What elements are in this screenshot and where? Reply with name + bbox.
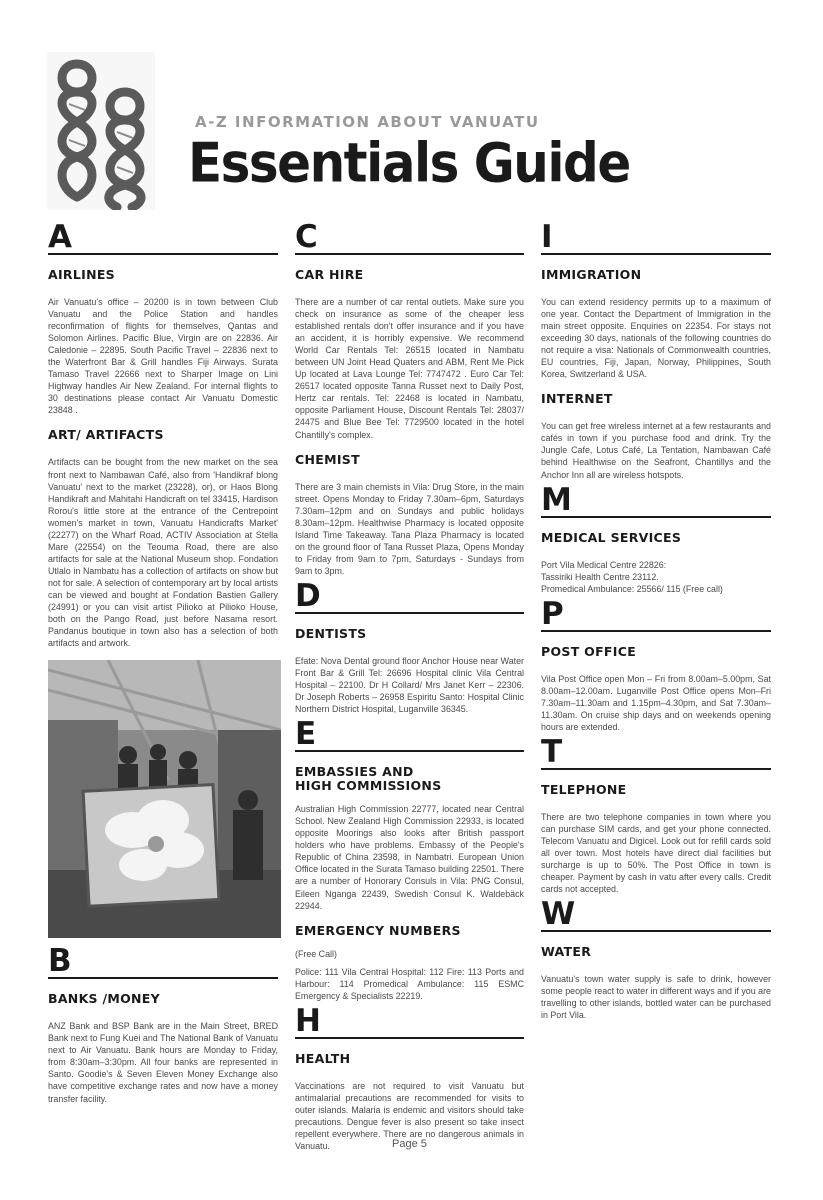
body-immigration: You can extend residency permits up to a maximum of one year. Contact the Department of Immigration in the main street opposite. Enquiries on 22354. For stays not exceeding 30 days, nationals of the following countries do not require a visa: Nationals of Commonwealth countries, EU countries, Fiji, Japan, Norway, Philippines, South Korea, Switzerland & USA. <box>541 297 771 380</box>
emergency-free-call-note: (Free Call) <box>295 948 337 959</box>
column-1 <box>48 219 278 1105</box>
body-banks-money: ANZ Bank and BSP Bank are in the Main Street, BRED Bank next to Fung Kuei and The National Bank of Vanuatu next to Air Vanuatu. Bank hours are Monday to Friday, from 8:30am–3:30pm. All four banks are represented in Santo. Goodie's & Seven Eleven Money Exchange also have competitive exchange rates and now have a money transfer facility. <box>48 1021 278 1104</box>
artists-photo <box>48 660 281 938</box>
section-letter-p: P <box>541 599 771 632</box>
heading-internet: INTERNET <box>541 391 613 407</box>
medical-line-2: Tassiriki Health Centre 23112. <box>541 571 659 582</box>
medical-line-1: Port Vila Medical Centre 22826: <box>541 559 667 570</box>
heading-banks-money: BANKS /MONEY <box>48 991 160 1007</box>
page-number: Page 5 <box>392 1138 427 1150</box>
body-airlines: Air Vanuatu's office – 20200 is in town between Club Vanuatu and the Police Station and handles reconfirmation of flights for themselves, Qantas and Solomon Airlines. Pacific Blue, Virgin are on 22836. Air Caledonie – 22895. South Pacific Travel – 22836 next to the Waterfront Bar & Grill handles Fiji Airways. Surata Tamaso Travel 22666 next to Sharper Image on Lini Highway handles Air New Zealand. For internal flights to 30 destinations please contact Air Vanuatu Domestic 23848 . <box>48 297 278 416</box>
heading-post-office: POST OFFICE <box>541 643 637 659</box>
body-water: Vanuatu's town water supply is safe to drink, however some people react to water in different ways and if you are travelling to other islands, bottled water can be purchased in Port Vila. <box>541 974 771 1021</box>
column-2 <box>295 219 524 1152</box>
heading-health: HEALTH <box>295 1050 351 1066</box>
heading-car-hire: CAR HIRE <box>295 267 364 282</box>
heading-telephone: TELEPHONE <box>541 781 627 797</box>
section-letter-w: W <box>541 899 771 932</box>
supertitle: A-Z INFORMATION ABOUT VANUATU <box>195 113 540 131</box>
heading-immigration: IMMIGRATION <box>541 267 642 282</box>
heading-medical-services: MEDICAL SERVICES <box>541 529 682 545</box>
body-car-hire: There are a number of car rental outlets. Make sure you check on insurance as some of the cheaper less established rentals don't offer insurance and if you have an accident, it is horribly expensive. We recommend World Car Rentals Tel: 26515 located in Nambatu between UN Joint Head Quaters and ABM, Rent Me Pick Up located at Lava Lounge Tel: 7747472 . Euro Car Tel: 26517 located opposite Tanna Russet next to Daily Post, Hertz car rentals. Tel: 22468 is located in Nambatu, opposite Parliament House, Discount Rentals Tel: 28037/ 24475 and Blue Bee Tel: 7729500 located in the hotel Chantilly's complex. <box>295 297 524 440</box>
page-title: Essentials Guide <box>188 132 630 195</box>
heading-embassies <box>295 765 524 793</box>
body-embassies: Australian High Commission 22777, located near Central School. New Zealand High Commission 22933, is located opposite Moorings also looks after British passport holders who have problems. Embassy of the People's Republic of China 23598, in Nambatri. European Union Office located in the Surata Tamaso building 22501. There are a number of Honorary Consuls in Vila: PNG Consul, Eileen Nganga 22439, Swedish Consul K. Waldebäck 22944. <box>295 804 524 911</box>
section-letter-h: H <box>295 1006 524 1039</box>
heading-embassies-line1: EMBASSIES AND <box>295 764 414 780</box>
section-letter-b: B <box>48 946 278 979</box>
vanuatu-knot-logo <box>47 52 155 210</box>
heading-art-artifacts: ART/ ARTIFACTS <box>48 427 164 443</box>
heading-emergency-numbers: EMERGENCY NUMBERS <box>295 922 461 938</box>
body-emergency-numbers: Police: 111 Vila Central Hospital: 112 Fire: 113 Ports and Harbour: 114 Promedical Ambulance: 115 ESMC Emergency & Specialists 22219. <box>295 966 524 1001</box>
heading-embassies-line2: HIGH COMMISSIONS <box>295 778 442 794</box>
heading-water: WATER <box>541 944 592 960</box>
section-letter-a: A <box>48 222 278 255</box>
section-letter-e: E <box>295 719 524 752</box>
body-telephone: There are two telephone companies in town where you can purchase SIM cards, and get your phone connected. Telecom Vanuatu and Digicel. Look out for refill cards sold all over town. Most hotels have direct dial facilities but surcharge is up to 50%. The Post Office in town is cheaper. Payment by cash in vatu after every calls. Credit cards not accepted. <box>541 811 771 895</box>
body-dentists: Efate: Nova Dental ground floor Anchor House near Water Front Bar & Grill Tel: 26696 Hospital clinic Vila Central Hospital – 22100. Dr H Collard/ Mrs Janet Kerr – 22306. Dr Joseph Roberts – 26958 Espiritu Santo: Hospital Clinic Northern District Hospital, Luganville 36345. <box>295 655 524 715</box>
section-letter-c: C <box>295 222 524 255</box>
section-letter-i: I <box>541 222 771 255</box>
column-3 <box>541 219 771 1021</box>
body-art-artifacts: Artifacts can be bought from the new market on the sea front next to Nambawan Café, also from 'Handikraf blong Vanuatu' next to the market (23228), or), or Haos Blong Handikraft and Mahitahi Handicraft on tel 33415, Hardison Rorou's little store at the entrance of the Centrepoint women's market in town, Vanuatu Handicrafts Market' (22277) on the Wharf Road, ACTIV Association at Stella Mare (22554) on the Teouma Road, there are also artifacts for sale at the National Museum shop. Fondation Utlalo in Nambatu has a collection of artifacts on show but not for sale. A selection of contemporary art by local artists can be viewed and bought at Fondation Bastien Gallery (24991) or you can visit artist Pilioko at Pilioko House, both on the Pango Road, just before Nasama resort. Pandanus boutique in town also has a selection of both artifacts and artwork. <box>48 457 278 649</box>
body-health: Vaccinations are not required to visit Vanuatu but antimalarial precautions are recommended for visits to outer islands. Malaria is endemic and visitors should take precautions. Dengue fever is also present so take insect repellent everywhere. There are no dangerous animals in Vanuatu. <box>295 1080 524 1152</box>
section-letter-d: D <box>295 581 524 614</box>
section-letter-m: M <box>541 485 771 518</box>
heading-chemist: CHEMIST <box>295 451 360 467</box>
heading-airlines: AIRLINES <box>48 267 115 282</box>
body-internet: You can get free wireless internet at a few restaurants and cafés in town if you purchase food and drink. Try the Jungle Cafe, Lotus Café, La Tentation, Nambawan Café behind Healthwise on the Seafront, Chantillys and the Anchor Inn all are wireless hotspots. <box>541 421 771 480</box>
body-post-office: Vila Post Office open Mon – Fri from 8.00am–5.00pm, Sat 8.00am–12.00am. Luganville Post Office opens Mon–Fri 7.30am–11.30am and 1.15pm–4.30pm, and Sat 7.30am–11.30am. On cruise ship days and on weekends opening hours are extended. <box>541 673 771 732</box>
body-chemist: There are 3 main chemists in Vila: Drug Store, in the main street. Opens Monday to Friday 7.30am–6pm, Saturdays 7.30am–12pm and on Sundays and public holidays 8.30am–12pm. Healthwise Pharmacy is located opposite Island Time Takeaway. Tana Plaza Pharmacy is located on the ground floor of Tana Russet Plaza, Opens Monday to Friday from 9am to 7pm, Saturdays - Sundays from 9am to 3pm. <box>295 481 524 576</box>
medical-line-3: Promedical Ambulance: 25566/ 115 (Free call) <box>541 583 723 594</box>
heading-dentists: DENTISTS <box>295 625 367 641</box>
section-letter-t: T <box>541 737 771 770</box>
